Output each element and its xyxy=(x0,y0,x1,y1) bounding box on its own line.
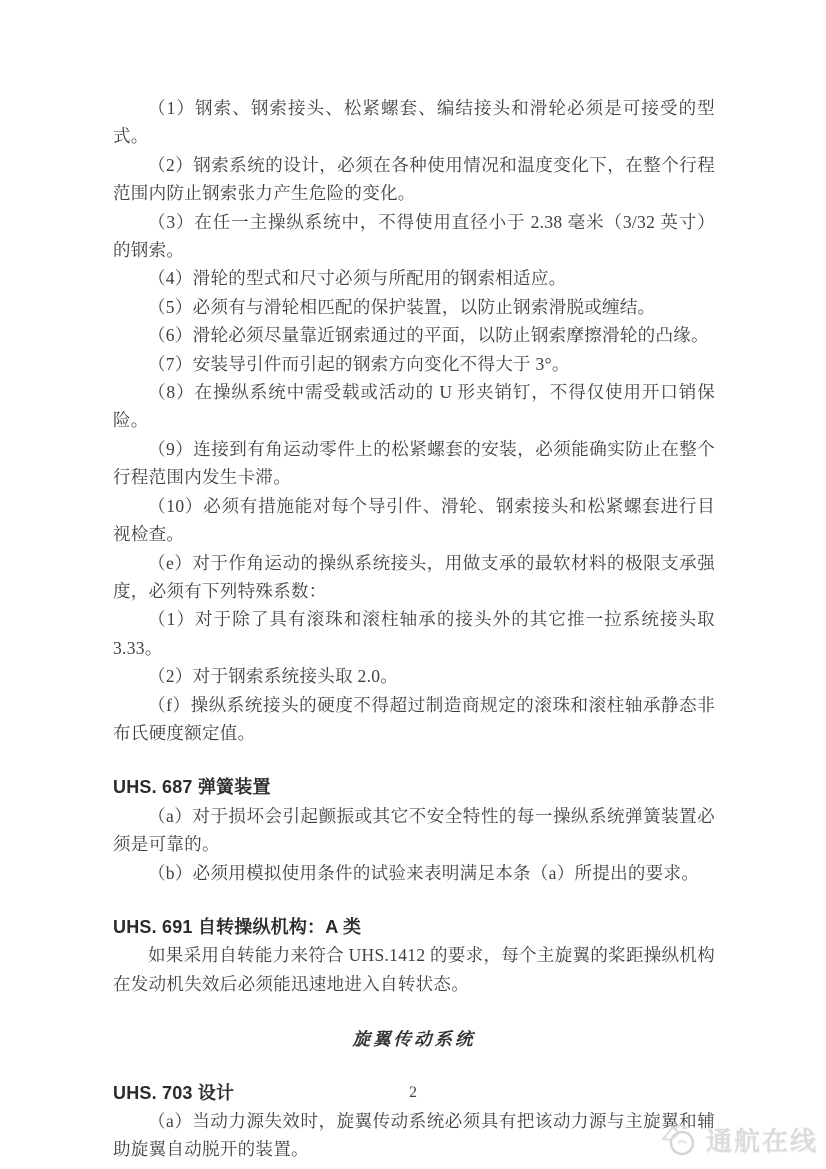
watermark-text: 通航在线 xyxy=(705,1125,818,1156)
clause-687-b: （b）必须用模拟使用条件的试验来表明满足本条（a）所提出的要求。 xyxy=(148,862,700,883)
clause-factor-push-pull: （1）对于除了具有滚珠和滚柱轴承的接头外的其它推一拉系统接头取 3.33。 xyxy=(113,609,715,658)
page-number: 2 xyxy=(409,1084,417,1101)
clause-703-a: （a）当动力源失效时，旋翼传动系统必须具有把该动力源与主旋翼和辅助旋翼自动脱开的装置。 xyxy=(113,1111,715,1160)
heading-uhs-687: UHS. 687 弹簧装置 xyxy=(113,777,271,798)
clause-cable-system-design: （2）钢索系统的设计，必须在各种使用情况和温度变化下，在整个行程范围内防止钢索张力产生危险的变化。 xyxy=(113,154,715,204)
clause-cable-diameter: （3）在任一主操纵系统中，不得使用直径小于 2.38 毫米（3/32 英寸）的钢索。 xyxy=(113,211,715,261)
watermark xyxy=(657,1117,818,1161)
clause-f-hardness: （f）操纵系统接头的硬度不得超过制造商规定的滚珠和滚柱轴承静态非布氏硬度额定值。 xyxy=(113,694,715,743)
clause-pulley-plane: （6）滑轮必须尽量靠近钢索通过的平面，以防止钢索摩擦滑轮的凸缘。 xyxy=(148,325,709,346)
clause-687-a: （a）对于损坏会引起颤振或其它不安全特性的每一操纵系统弹簧装置必须是可靠的。 xyxy=(113,805,715,855)
watermark-logo-icon xyxy=(657,1117,701,1161)
clause-e-bearing-strength: （e）对于作角运动的操纵系统接头，用做支承的最软材料的极限支承强度，必须有下列特殊系数： xyxy=(113,552,715,601)
clause-cable-types: （1）钢索、钢索接头、松紧螺套、编结接头和滑轮必须是可接受的型式。 xyxy=(113,98,715,147)
clause-visual-inspection: （10）必须有措施能对每个导引件、滑轮、钢索接头和松紧螺套进行目视检查。 xyxy=(113,495,715,545)
heading-uhs-691: UHS. 691 自转操纵机构：A 类 xyxy=(113,916,362,937)
clause-fairlead-angle: （7）安装导引件而引起的钢索方向变化不得大于 3°。 xyxy=(148,353,570,374)
document-content xyxy=(113,94,715,1164)
clause-pulley-guard: （5）必须有与滑轮相匹配的保护装置，以防止钢索滑脱或缠结。 xyxy=(148,296,656,317)
clause-factor-cable: （2）对于钢索系统接头取 2.0。 xyxy=(148,666,399,687)
clause-691-autorotation: 如果采用自转能力来符合 UHS.1412 的要求，每个主旋翼的桨距操纵机构在发动机失效后必须能迅速地进入自转状态。 xyxy=(113,945,715,994)
clause-turnbuckle-install: （9）连接到有角运动零件上的松紧螺套的安装，必须能确实防止在整个行程范围内发生卡滞。 xyxy=(113,438,715,488)
clause-pulley-size: （4）滑轮的型式和尺寸必须与所配用的钢索相适应。 xyxy=(148,268,567,289)
clause-clevis-pin: （8）在操纵系统中需受载或活动的 U 形夹销钉，不得仅使用开口销保险。 xyxy=(113,382,715,431)
heading-uhs-703: UHS. 703 设计 xyxy=(113,1082,235,1103)
section-title-rotor-drive-system: 旋翼传动系统 xyxy=(352,1029,476,1050)
